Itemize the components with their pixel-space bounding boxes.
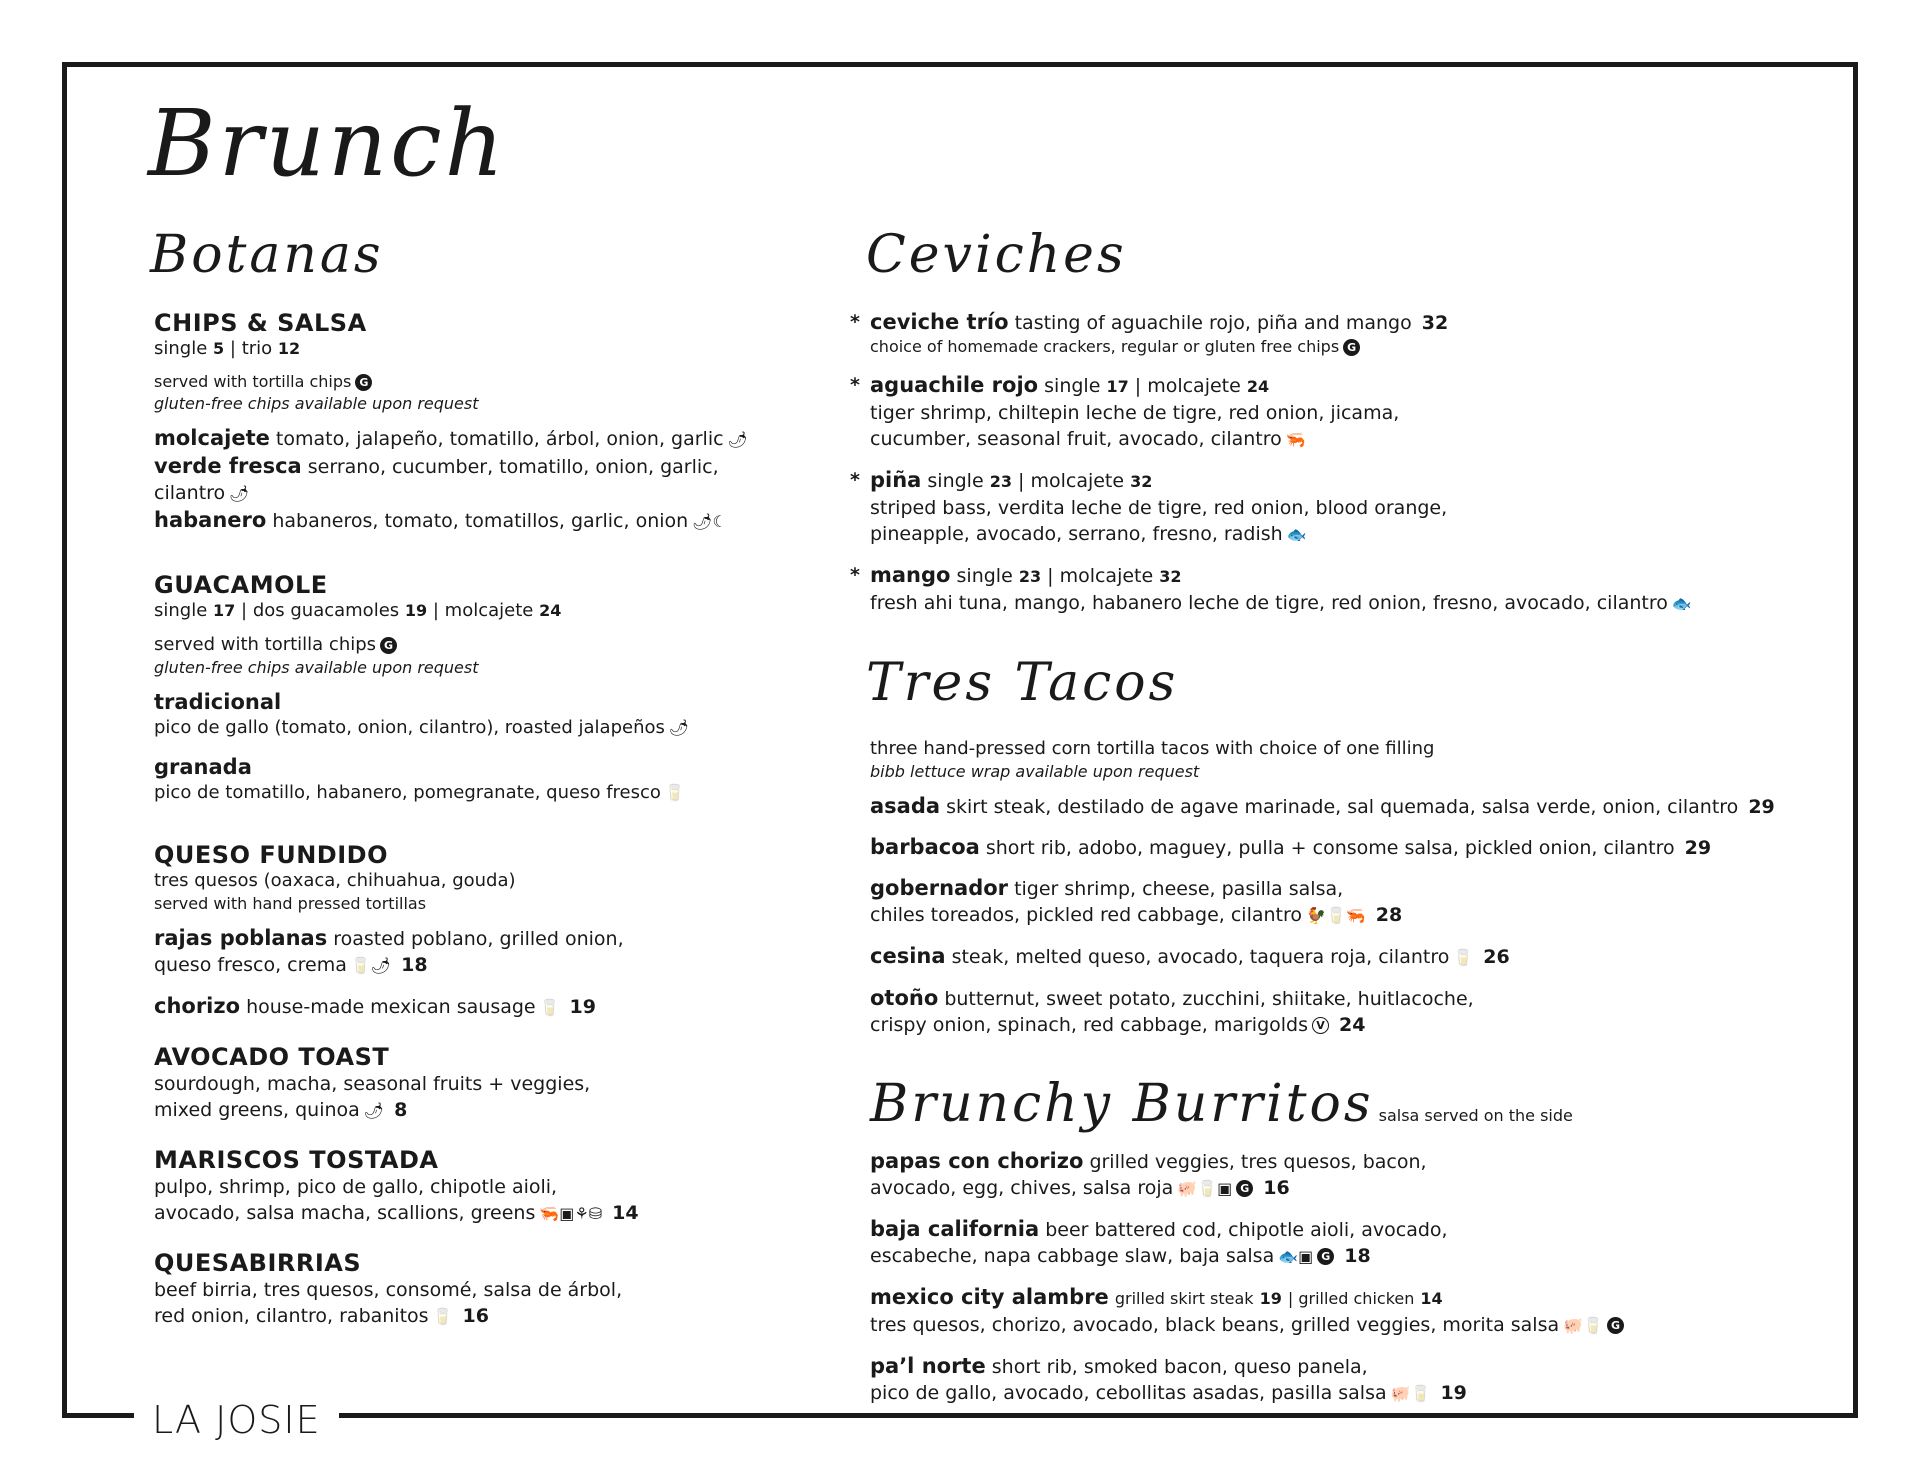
- dairy-icon: 🥛: [539, 998, 560, 1017]
- guacamole-section: GUACAMOLE single 17 | dos guacamoles 19 | molcajete 24 served with tortilla chips G gluten-free chips available upon request tradicional pico de gallo (tomato, onion, cilantro), roasted jalapeños 🌶 granada pico de tomatillo, habanero, pomegranate, queso fresco 🥛: [154, 571, 794, 805]
- list-item: verde fresca serrano, cucumber, tomatillo, onion, garlic, cilantro 🌶: [154, 453, 794, 507]
- fish-icon: 🐟: [1286, 525, 1307, 544]
- list-item: baja california beer battered cod, chipotle aioli, avocado, escabeche, napa cabbage slaw, baja salsa 🐟▣ G 18: [870, 1216, 1790, 1270]
- list-item: tradicional pico de gallo (tomato, onion, cilantro), roasted jalapeños 🌶: [154, 690, 690, 738]
- queso-title: QUESO FUNDIDO: [154, 841, 388, 869]
- list-item: molcajete tomato, jalapeño, tomatillo, árbol, onion, garlic 🌶: [154, 425, 794, 453]
- chili-icon: 🌶: [363, 1101, 385, 1120]
- queso-fundido-section: QUESO FUNDIDO tres quesos (oaxaca, chihuahua, gouda) served with hand pressed tortillas rajas poblanas roasted poblano, grilled onion, queso fresco, crema 🥛🌶 18 chorizo house-made mexican sausage 🥛 19: [154, 841, 794, 1021]
- list-item: chorizo house-made mexican sausage 🥛 19: [154, 993, 794, 1021]
- list-item: gobernador tiger shrimp, cheese, pasilla salsa, chiles toreados, pickled red cabbage, cilantro 🐓🥛🦐 28: [870, 875, 1790, 929]
- allergen-icons: 🐓🥛🦐: [1306, 906, 1366, 925]
- allergen-icons: 🐖🥛: [1563, 1316, 1603, 1335]
- page-title: Brunch: [148, 90, 507, 197]
- list-item: rajas poblanas roasted poblano, grilled onion, queso fresco, crema 🥛🌶 18: [154, 925, 794, 979]
- allergen-icons: 🐖🥛▣: [1177, 1179, 1233, 1198]
- quesabirrias-section: QUESABIRRIAS beef birria, tres quesos, consomé, salsa de árbol, red onion, cilantro, rabanitos 🥛 16: [154, 1249, 794, 1330]
- chili-icon: 🌶: [668, 718, 690, 737]
- list-item: barbacoa short rib, adobo, maguey, pulla + consome salsa, pickled onion, cilantro 29: [870, 835, 1712, 859]
- dairy-icon: 🥛: [1453, 948, 1474, 967]
- list-item: asada skirt steak, destilado de agave marinade, sal quemada, salsa verde, onion, cilantro 29: [870, 794, 1775, 818]
- chips-title: CHIPS & SALSA: [154, 309, 367, 337]
- chili-moon-icon: 🌶☾: [692, 512, 727, 531]
- brand-logo: LA JOSIE: [134, 1398, 339, 1442]
- list-item: pa’l norte short rib, smoked bacon, queso panela, pico de gallo, avocado, cebollitas asadas, pasilla salsa 🐖🥛 19: [870, 1353, 1790, 1407]
- dairy-icon: 🥛: [664, 783, 685, 802]
- ceviches-title: Ceviches: [866, 225, 1127, 285]
- list-item: * ceviche trío tasting of aguachile rojo, piña and mango 32 choice of homemade crackers, regular or gluten free chips G: [850, 310, 1449, 356]
- vegan-icon: V: [1312, 1017, 1329, 1034]
- chili-icon: 🌶: [229, 484, 250, 503]
- fish-icon: 🐟: [1671, 594, 1692, 613]
- chili-icon: 🌶: [727, 430, 748, 449]
- avocado-toast-section: AVOCADO TOAST sourdough, macha, seasonal fruits + veggies, mixed greens, quinoa 🌶 8: [154, 1043, 794, 1124]
- botanas-title: Botanas: [150, 225, 384, 285]
- list-item: otoño butternut, sweet potato, zucchini, shiitake, huitlacoche, crispy onion, spinach, red cabbage, marigolds V 24: [870, 986, 1474, 1036]
- dairy-chili-icon: 🥛🌶: [350, 956, 392, 975]
- gluten-free-icon: G: [1607, 1317, 1624, 1334]
- list-item: papas con chorizo grilled veggies, tres quesos, bacon, avocado, egg, chives, salsa roja 🐖🥛▣ G 16: [870, 1148, 1790, 1202]
- mariscos-tostada-section: MARISCOS TOSTADA pulpo, shrimp, pico de gallo, chipotle aioli, avocado, salsa macha, scallions, greens 🦐▣⚘⛁ 14: [154, 1146, 794, 1227]
- gluten-free-icon: G: [1317, 1248, 1334, 1265]
- gluten-free-icon: G: [1343, 339, 1360, 356]
- guacamole-title: GUACAMOLE: [154, 571, 328, 599]
- botanas-column: [150, 225, 794, 1330]
- list-item: mexico city alambre grilled skirt steak 19 | grilled chicken 14 tres quesos, chorizo, avocado, black beans, grilled veggies, morita salsa 🐖🥛 G: [870, 1284, 1790, 1339]
- shrimp-icon: 🦐: [1285, 430, 1306, 449]
- list-item: * piña single 23 | molcajete 32 striped bass, verdita leche de tigre, red onion, blood orange, pineapple, avocado, serrano, fresno, radish 🐟: [870, 467, 1790, 548]
- list-item: * mango single 23 | molcajete 32 fresh ahi tuna, mango, habanero leche de tigre, red onion, fresno, avocado, cilantro 🐟: [870, 562, 1790, 617]
- right-column: Ceviches * ceviche trío tasting of aguachile rojo, piña and mango 32 choice of homemade crackers, regular or gluten free chips G * aguachile rojo single 17 | molcajete 24 tiger shrimp, chiltepin leche de tigre, red onion, jicama, cucumber, seasonal fruit, avocado, cilantro 🦐 * piña single 23 | molcajete 32 striped bass, verdita leche de tigre, red onion, blood orange, pineapple, avocado, serrano, fresno, radish 🐟 * mango single 23 | molcajete 32 fresh ahi tuna, mango, habanero leche de tigre, red onion, fresno, avocado, cilantro 🐟 Tres Tacos three hand-pressed corn tortilla tacos with choice of one filling bibb lettuce wrap available upon request asada skirt steak, destilado de agave marinade, sal quemada, salsa verde, onion, cilantro 29 barbacoa short rib, adobo, maguey, pulla + consome salsa, pickled onion, cilantro 29 gobernador tiger shrimp, cheese, pasilla salsa, chiles toreados, pickled red cabbage, cilantro 🐓🥛🦐 28 cesina steak, melted queso, avocado, taquera roja, cilantro 🥛 26 otoño butternut, sweet potato, zucchini, shiitake, huitlacoche, crispy onion, spinach, red cabbage, marigolds V 24 Brunchy Burritos salsa served on the side papas con chorizo grilled veggies, tres quesos, bacon, avocado, egg, chives, salsa roja 🐖🥛▣ G 16 baja california beer battered cod, chipotle aioli, avocado, escabeche, napa cabbage slaw, baja salsa 🐟▣ G 18 mexico city alambre grilled skirt steak 19 | grilled chicken 14 tres quesos, chorizo, avocado, black beans, grilled veggies, morita salsa 🐖🥛 G pa’l norte short rib, smoked bacon, queso panela, pico de gallo, avocado, cebollitas asadas, pasilla salsa 🐖🥛 19: [870, 225, 1790, 1421]
- list-item: cesina steak, melted queso, avocado, taquera roja, cilantro 🥛 26: [870, 943, 1790, 971]
- list-item: * aguachile rojo single 17 | molcajete 24 tiger shrimp, chiltepin leche de tigre, red onion, jicama, cucumber, seasonal fruit, avocado, cilantro 🦐: [870, 372, 1790, 453]
- gluten-free-icon: G: [380, 637, 397, 654]
- gluten-free-icon: G: [355, 374, 372, 391]
- chips-salsa-section: CHIPS & SALSA single 5 | trio 12 served with tortilla chips G gluten-free chips available upon request molcajete tomato, jalapeño, tomatillo, árbol, onion, garlic 🌶 verde fresca serrano, cucumber, tomatillo, onion, garlic, cilantro 🌶 habanero habaneros, tomato, tomatillos, garlic, onion 🌶☾: [154, 309, 794, 535]
- allergen-icons: 🐟▣: [1278, 1247, 1314, 1266]
- gluten-free-icon: G: [1236, 1180, 1253, 1197]
- allergen-icons: 🐖🥛: [1390, 1384, 1431, 1403]
- burritos-title: Brunchy Burritos: [870, 1074, 1374, 1134]
- dairy-icon: 🥛: [432, 1307, 453, 1326]
- allergen-icons: 🦐▣⚘⛁: [539, 1204, 603, 1223]
- list-item: granada pico de tomatillo, habanero, pomegranate, queso fresco 🥛: [154, 755, 685, 803]
- list-item: habanero habaneros, tomato, tomatillos, garlic, onion 🌶☾: [154, 507, 794, 535]
- tacos-title: Tres Tacos: [866, 653, 1179, 713]
